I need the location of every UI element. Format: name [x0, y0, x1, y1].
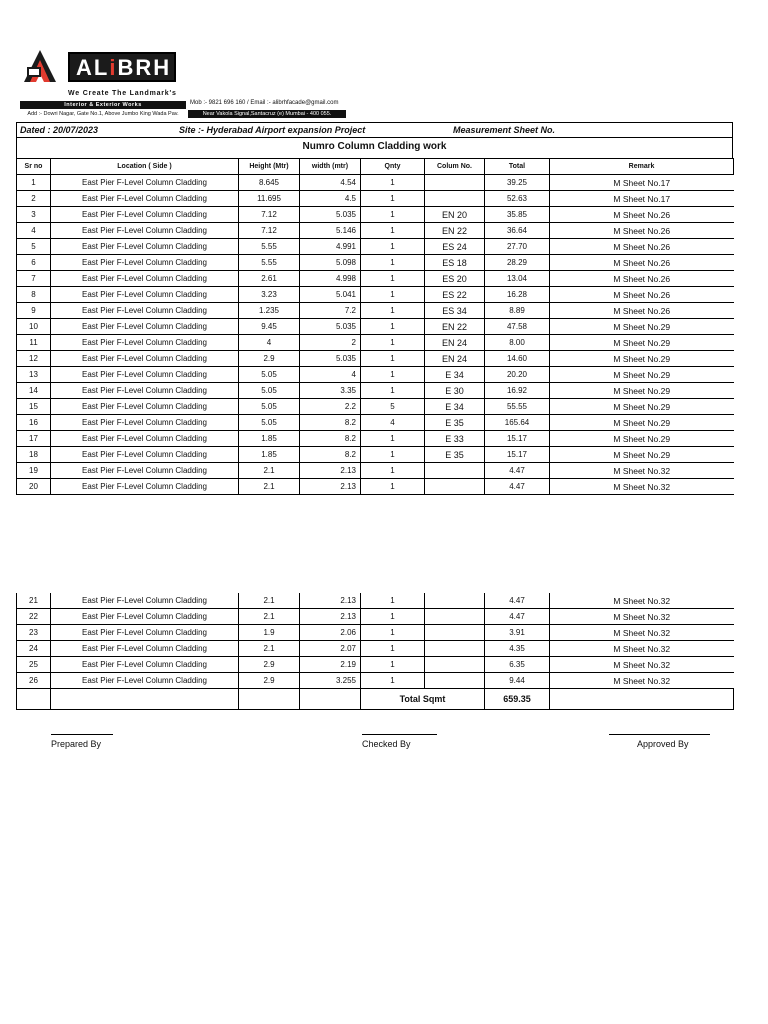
- location-cell: East Pier F-Level Column Cladding: [51, 383, 239, 399]
- qnty-cell: 1: [361, 431, 425, 447]
- header-height: Height (Mtr): [239, 159, 300, 175]
- location-cell: East Pier F-Level Column Cladding: [51, 593, 239, 609]
- total-cell: 39.25: [485, 175, 550, 191]
- remark-cell: M Sheet No.29: [550, 367, 734, 383]
- total-cell: 4.47: [485, 593, 550, 609]
- qnty-cell: 1: [361, 303, 425, 319]
- qnty-cell: 1: [361, 657, 425, 673]
- height-cell: 5.55: [239, 239, 300, 255]
- sr-no-cell: 5: [17, 239, 51, 255]
- column-no-cell: EN 22: [425, 223, 485, 239]
- height-cell: 7.12: [239, 223, 300, 239]
- sr-no-cell: 9: [17, 303, 51, 319]
- total-cell: 3.91: [485, 625, 550, 641]
- width-cell: 5.035: [300, 351, 361, 367]
- column-no-cell: E 30: [425, 383, 485, 399]
- remark-cell: M Sheet No.29: [550, 447, 734, 463]
- width-cell: 7.2: [300, 303, 361, 319]
- qnty-cell: 1: [361, 609, 425, 625]
- column-no-cell: [425, 593, 485, 609]
- sr-no-cell: 14: [17, 383, 51, 399]
- table-row: [17, 479, 734, 495]
- table-row: [17, 287, 734, 303]
- checked-by-label: Checked By: [362, 739, 411, 749]
- width-cell: 4.998: [300, 271, 361, 287]
- width-cell: 4: [300, 367, 361, 383]
- table-row: [17, 447, 734, 463]
- sr-no-cell: 7: [17, 271, 51, 287]
- total-cell: 4.47: [485, 479, 550, 495]
- sr-no-cell: 1: [17, 175, 51, 191]
- width-cell: 2.13: [300, 463, 361, 479]
- measurement-sheet-label: Measurement Sheet No.: [453, 125, 556, 135]
- sr-no-cell: 15: [17, 399, 51, 415]
- column-no-cell: E 35: [425, 447, 485, 463]
- table-row: [17, 673, 734, 689]
- company-brand: [68, 52, 176, 82]
- location-cell: East Pier F-Level Column Cladding: [51, 271, 239, 287]
- table-row: [17, 207, 734, 223]
- remark-cell: M Sheet No.32: [550, 625, 734, 641]
- sheet-title: Numro Column Cladding work: [16, 138, 733, 158]
- company-logo-icon: [22, 48, 58, 88]
- qnty-cell: 4: [361, 415, 425, 431]
- remark-cell: M Sheet No.29: [550, 383, 734, 399]
- column-no-cell: [425, 479, 485, 495]
- qnty-cell: 1: [361, 625, 425, 641]
- height-cell: 2.1: [239, 593, 300, 609]
- width-cell: 2.07: [300, 641, 361, 657]
- sr-no-cell: 12: [17, 351, 51, 367]
- location-cell: East Pier F-Level Column Cladding: [51, 223, 239, 239]
- table-row: [17, 641, 734, 657]
- height-cell: 3.23: [239, 287, 300, 303]
- table-header-row: [17, 159, 734, 175]
- table-row: [17, 367, 734, 383]
- table-row: [17, 191, 734, 207]
- location-cell: East Pier F-Level Column Cladding: [51, 479, 239, 495]
- remark-cell: M Sheet No.29: [550, 431, 734, 447]
- column-no-cell: E 35: [425, 415, 485, 431]
- location-cell: East Pier F-Level Column Cladding: [51, 287, 239, 303]
- company-band: Interior & Exterior Works: [20, 101, 186, 109]
- location-cell: East Pier F-Level Column Cladding: [51, 673, 239, 689]
- width-cell: 4.54: [300, 175, 361, 191]
- column-no-cell: ES 18: [425, 255, 485, 271]
- width-cell: 5.035: [300, 207, 361, 223]
- height-cell: 1.235: [239, 303, 300, 319]
- width-cell: 4.5: [300, 191, 361, 207]
- header-qnty: Qnty: [361, 159, 425, 175]
- table-row: [17, 223, 734, 239]
- location-cell: East Pier F-Level Column Cladding: [51, 191, 239, 207]
- location-cell: East Pier F-Level Column Cladding: [51, 399, 239, 415]
- qnty-cell: 1: [361, 641, 425, 657]
- height-cell: 7.12: [239, 207, 300, 223]
- height-cell: 5.05: [239, 367, 300, 383]
- width-cell: 8.2: [300, 431, 361, 447]
- qnty-cell: 1: [361, 207, 425, 223]
- remark-cell: M Sheet No.32: [550, 609, 734, 625]
- column-no-cell: [425, 463, 485, 479]
- remark-cell: M Sheet No.32: [550, 641, 734, 657]
- total-cell: 4.47: [485, 463, 550, 479]
- total-cell: 4.35: [485, 641, 550, 657]
- location-cell: East Pier F-Level Column Cladding: [51, 431, 239, 447]
- height-cell: 2.9: [239, 673, 300, 689]
- width-cell: 4.991: [300, 239, 361, 255]
- table-row: [17, 609, 734, 625]
- total-cell: 15.17: [485, 431, 550, 447]
- column-no-cell: E 33: [425, 431, 485, 447]
- height-cell: 11.695: [239, 191, 300, 207]
- column-no-cell: EN 22: [425, 319, 485, 335]
- column-no-cell: E 34: [425, 399, 485, 415]
- width-cell: 5.146: [300, 223, 361, 239]
- header-sr-no: Sr no: [17, 159, 51, 175]
- width-cell: 2.13: [300, 593, 361, 609]
- site-label: Site :- Hyderabad Airport expansion Project: [179, 125, 366, 135]
- height-cell: 8.645: [239, 175, 300, 191]
- column-no-cell: [425, 673, 485, 689]
- total-row: [17, 689, 734, 710]
- total-cell: 47.58: [485, 319, 550, 335]
- remark-cell: M Sheet No.26: [550, 207, 734, 223]
- approved-by-label: Approved By: [637, 739, 689, 749]
- total-cell: 52.63: [485, 191, 550, 207]
- measurement-table-continued: [16, 593, 734, 710]
- location-cell: East Pier F-Level Column Cladding: [51, 641, 239, 657]
- height-cell: 2.9: [239, 657, 300, 673]
- height-cell: 1.85: [239, 431, 300, 447]
- sr-no-cell: 19: [17, 463, 51, 479]
- sr-no-cell: 8: [17, 287, 51, 303]
- column-no-cell: EN 20: [425, 207, 485, 223]
- width-cell: 5.035: [300, 319, 361, 335]
- company-contact: Mob :- 9821 696 160 / Email :- alibrhfacade@gmail.com: [190, 100, 339, 106]
- table-row: [17, 383, 734, 399]
- width-cell: 3.255: [300, 673, 361, 689]
- prepared-signature-line: [51, 734, 113, 735]
- total-label: Total Sqmt: [361, 689, 485, 710]
- qnty-cell: 1: [361, 223, 425, 239]
- height-cell: 1.9: [239, 625, 300, 641]
- height-cell: 5.05: [239, 415, 300, 431]
- width-cell: 5.098: [300, 255, 361, 271]
- dated-label: Dated : 20/07/2023: [20, 125, 99, 135]
- width-cell: 2.13: [300, 479, 361, 495]
- location-cell: East Pier F-Level Column Cladding: [51, 239, 239, 255]
- qnty-cell: 1: [361, 335, 425, 351]
- location-cell: East Pier F-Level Column Cladding: [51, 609, 239, 625]
- location-cell: East Pier F-Level Column Cladding: [51, 303, 239, 319]
- height-cell: 1.85: [239, 447, 300, 463]
- column-no-cell: ES 20: [425, 271, 485, 287]
- width-cell: 2.06: [300, 625, 361, 641]
- location-cell: East Pier F-Level Column Cladding: [51, 175, 239, 191]
- qnty-cell: 1: [361, 351, 425, 367]
- sr-no-cell: 25: [17, 657, 51, 673]
- location-cell: East Pier F-Level Column Cladding: [51, 657, 239, 673]
- brand-left: AL: [76, 55, 110, 80]
- table-row: [17, 415, 734, 431]
- width-cell: 2.2: [300, 399, 361, 415]
- remark-cell: M Sheet No.32: [550, 479, 734, 495]
- qnty-cell: 1: [361, 447, 425, 463]
- sr-no-cell: 4: [17, 223, 51, 239]
- column-no-cell: [425, 175, 485, 191]
- sr-no-cell: 3: [17, 207, 51, 223]
- sr-no-cell: 24: [17, 641, 51, 657]
- height-cell: 2.61: [239, 271, 300, 287]
- remark-cell: M Sheet No.29: [550, 335, 734, 351]
- prepared-by-label: Prepared By: [51, 739, 102, 749]
- sr-no-cell: 18: [17, 447, 51, 463]
- qnty-cell: 1: [361, 673, 425, 689]
- brand-i: i: [109, 55, 118, 80]
- remark-cell: M Sheet No.29: [550, 399, 734, 415]
- location-cell: East Pier F-Level Column Cladding: [51, 351, 239, 367]
- width-cell: 2: [300, 335, 361, 351]
- qnty-cell: 1: [361, 175, 425, 191]
- qnty-cell: 1: [361, 239, 425, 255]
- total-cell: 27.70: [485, 239, 550, 255]
- qnty-cell: 1: [361, 255, 425, 271]
- brand-right: BRH: [117, 55, 172, 80]
- qnty-cell: 1: [361, 383, 425, 399]
- table-row: [17, 625, 734, 641]
- sr-no-cell: 16: [17, 415, 51, 431]
- table-row: [17, 335, 734, 351]
- remark-cell: M Sheet No.26: [550, 255, 734, 271]
- total-cell: 8.00: [485, 335, 550, 351]
- column-no-cell: [425, 609, 485, 625]
- remark-cell: M Sheet No.29: [550, 351, 734, 367]
- qnty-cell: 1: [361, 463, 425, 479]
- table-row: [17, 463, 734, 479]
- table-row: [17, 239, 734, 255]
- total-cell: 9.44: [485, 673, 550, 689]
- total-cell: 4.47: [485, 609, 550, 625]
- total-cell: 8.89: [485, 303, 550, 319]
- remark-cell: M Sheet No.17: [550, 191, 734, 207]
- company-tagline: We Create The Landmark's: [68, 90, 177, 97]
- approved-signature-line: [609, 734, 710, 735]
- table-row: [17, 255, 734, 271]
- qnty-cell: 1: [361, 593, 425, 609]
- column-no-cell: [425, 657, 485, 673]
- remark-cell: M Sheet No.29: [550, 319, 734, 335]
- width-cell: 2.19: [300, 657, 361, 673]
- column-no-cell: [425, 641, 485, 657]
- height-cell: 4: [239, 335, 300, 351]
- column-no-cell: EN 24: [425, 335, 485, 351]
- total-cell: 16.92: [485, 383, 550, 399]
- qnty-cell: 1: [361, 319, 425, 335]
- sr-no-cell: 2: [17, 191, 51, 207]
- remark-cell: M Sheet No.32: [550, 657, 734, 673]
- total-cell: 28.29: [485, 255, 550, 271]
- height-cell: 2.1: [239, 641, 300, 657]
- table-row: [17, 399, 734, 415]
- measurement-table: [16, 158, 734, 495]
- remark-cell: M Sheet No.26: [550, 303, 734, 319]
- qnty-cell: 1: [361, 271, 425, 287]
- sr-no-cell: 20: [17, 479, 51, 495]
- company-address-2: Near Vakola Signal,Santacruz (e) Mumbai - 400 055.: [188, 110, 346, 118]
- location-cell: East Pier F-Level Column Cladding: [51, 207, 239, 223]
- sr-no-cell: 23: [17, 625, 51, 641]
- sr-no-cell: 22: [17, 609, 51, 625]
- remark-cell: M Sheet No.32: [550, 463, 734, 479]
- total-value: 659.35: [485, 689, 550, 710]
- total-cell: 6.35: [485, 657, 550, 673]
- column-no-cell: ES 34: [425, 303, 485, 319]
- remark-cell: M Sheet No.32: [550, 593, 734, 609]
- total-cell: 36.64: [485, 223, 550, 239]
- table-row: [17, 175, 734, 191]
- remark-cell: M Sheet No.26: [550, 287, 734, 303]
- table-row: [17, 271, 734, 287]
- remark-cell: M Sheet No.17: [550, 175, 734, 191]
- location-cell: East Pier F-Level Column Cladding: [51, 447, 239, 463]
- sr-no-cell: 13: [17, 367, 51, 383]
- company-address: Add :- Dowri Nagar, Gate No.1, Above Jumbo King Wada Pav.: [27, 111, 179, 117]
- total-cell: 14.60: [485, 351, 550, 367]
- sr-no-cell: 6: [17, 255, 51, 271]
- qnty-cell: 5: [361, 399, 425, 415]
- column-no-cell: ES 24: [425, 239, 485, 255]
- height-cell: 5.55: [239, 255, 300, 271]
- location-cell: East Pier F-Level Column Cladding: [51, 415, 239, 431]
- column-no-cell: E 34: [425, 367, 485, 383]
- height-cell: 9.45: [239, 319, 300, 335]
- qnty-cell: 1: [361, 367, 425, 383]
- sr-no-cell: 10: [17, 319, 51, 335]
- total-cell: 165.64: [485, 415, 550, 431]
- column-no-cell: [425, 625, 485, 641]
- header-width: width (mtr): [300, 159, 361, 175]
- sr-no-cell: 11: [17, 335, 51, 351]
- column-no-cell: ES 22: [425, 287, 485, 303]
- header-total: Total: [485, 159, 550, 175]
- table-row: [17, 319, 734, 335]
- sr-no-cell: 17: [17, 431, 51, 447]
- sr-no-cell: 26: [17, 673, 51, 689]
- location-cell: East Pier F-Level Column Cladding: [51, 335, 239, 351]
- remark-cell: M Sheet No.29: [550, 415, 734, 431]
- location-cell: East Pier F-Level Column Cladding: [51, 463, 239, 479]
- header-column-no: Colum No.: [425, 159, 485, 175]
- remark-cell: M Sheet No.26: [550, 239, 734, 255]
- qnty-cell: 1: [361, 479, 425, 495]
- remark-cell: M Sheet No.26: [550, 271, 734, 287]
- height-cell: 2.1: [239, 463, 300, 479]
- header-location: Location ( Side ): [51, 159, 239, 175]
- column-no-cell: [425, 191, 485, 207]
- width-cell: 2.13: [300, 609, 361, 625]
- total-cell: 55.55: [485, 399, 550, 415]
- column-no-cell: EN 24: [425, 351, 485, 367]
- location-cell: East Pier F-Level Column Cladding: [51, 625, 239, 641]
- location-cell: East Pier F-Level Column Cladding: [51, 319, 239, 335]
- table-row: [17, 303, 734, 319]
- height-cell: 5.05: [239, 399, 300, 415]
- width-cell: 5.041: [300, 287, 361, 303]
- width-cell: 8.2: [300, 415, 361, 431]
- total-cell: 16.28: [485, 287, 550, 303]
- height-cell: 2.1: [239, 609, 300, 625]
- table-row: [17, 593, 734, 609]
- table-row: [17, 351, 734, 367]
- total-cell: 15.17: [485, 447, 550, 463]
- total-cell: 20.20: [485, 367, 550, 383]
- location-cell: East Pier F-Level Column Cladding: [51, 367, 239, 383]
- width-cell: 3.35: [300, 383, 361, 399]
- qnty-cell: 1: [361, 287, 425, 303]
- checked-signature-line: [362, 734, 437, 735]
- total-cell: 13.04: [485, 271, 550, 287]
- sr-no-cell: 21: [17, 593, 51, 609]
- letterhead: [16, 44, 356, 122]
- info-bar: [16, 122, 733, 138]
- height-cell: 5.05: [239, 383, 300, 399]
- table-row: [17, 431, 734, 447]
- location-cell: East Pier F-Level Column Cladding: [51, 255, 239, 271]
- width-cell: 8.2: [300, 447, 361, 463]
- height-cell: 2.1: [239, 479, 300, 495]
- total-cell: 35.85: [485, 207, 550, 223]
- header-remark: Remark: [550, 159, 734, 175]
- qnty-cell: 1: [361, 191, 425, 207]
- table-row: [17, 657, 734, 673]
- remark-cell: M Sheet No.26: [550, 223, 734, 239]
- remark-cell: M Sheet No.32: [550, 673, 734, 689]
- height-cell: 2.9: [239, 351, 300, 367]
